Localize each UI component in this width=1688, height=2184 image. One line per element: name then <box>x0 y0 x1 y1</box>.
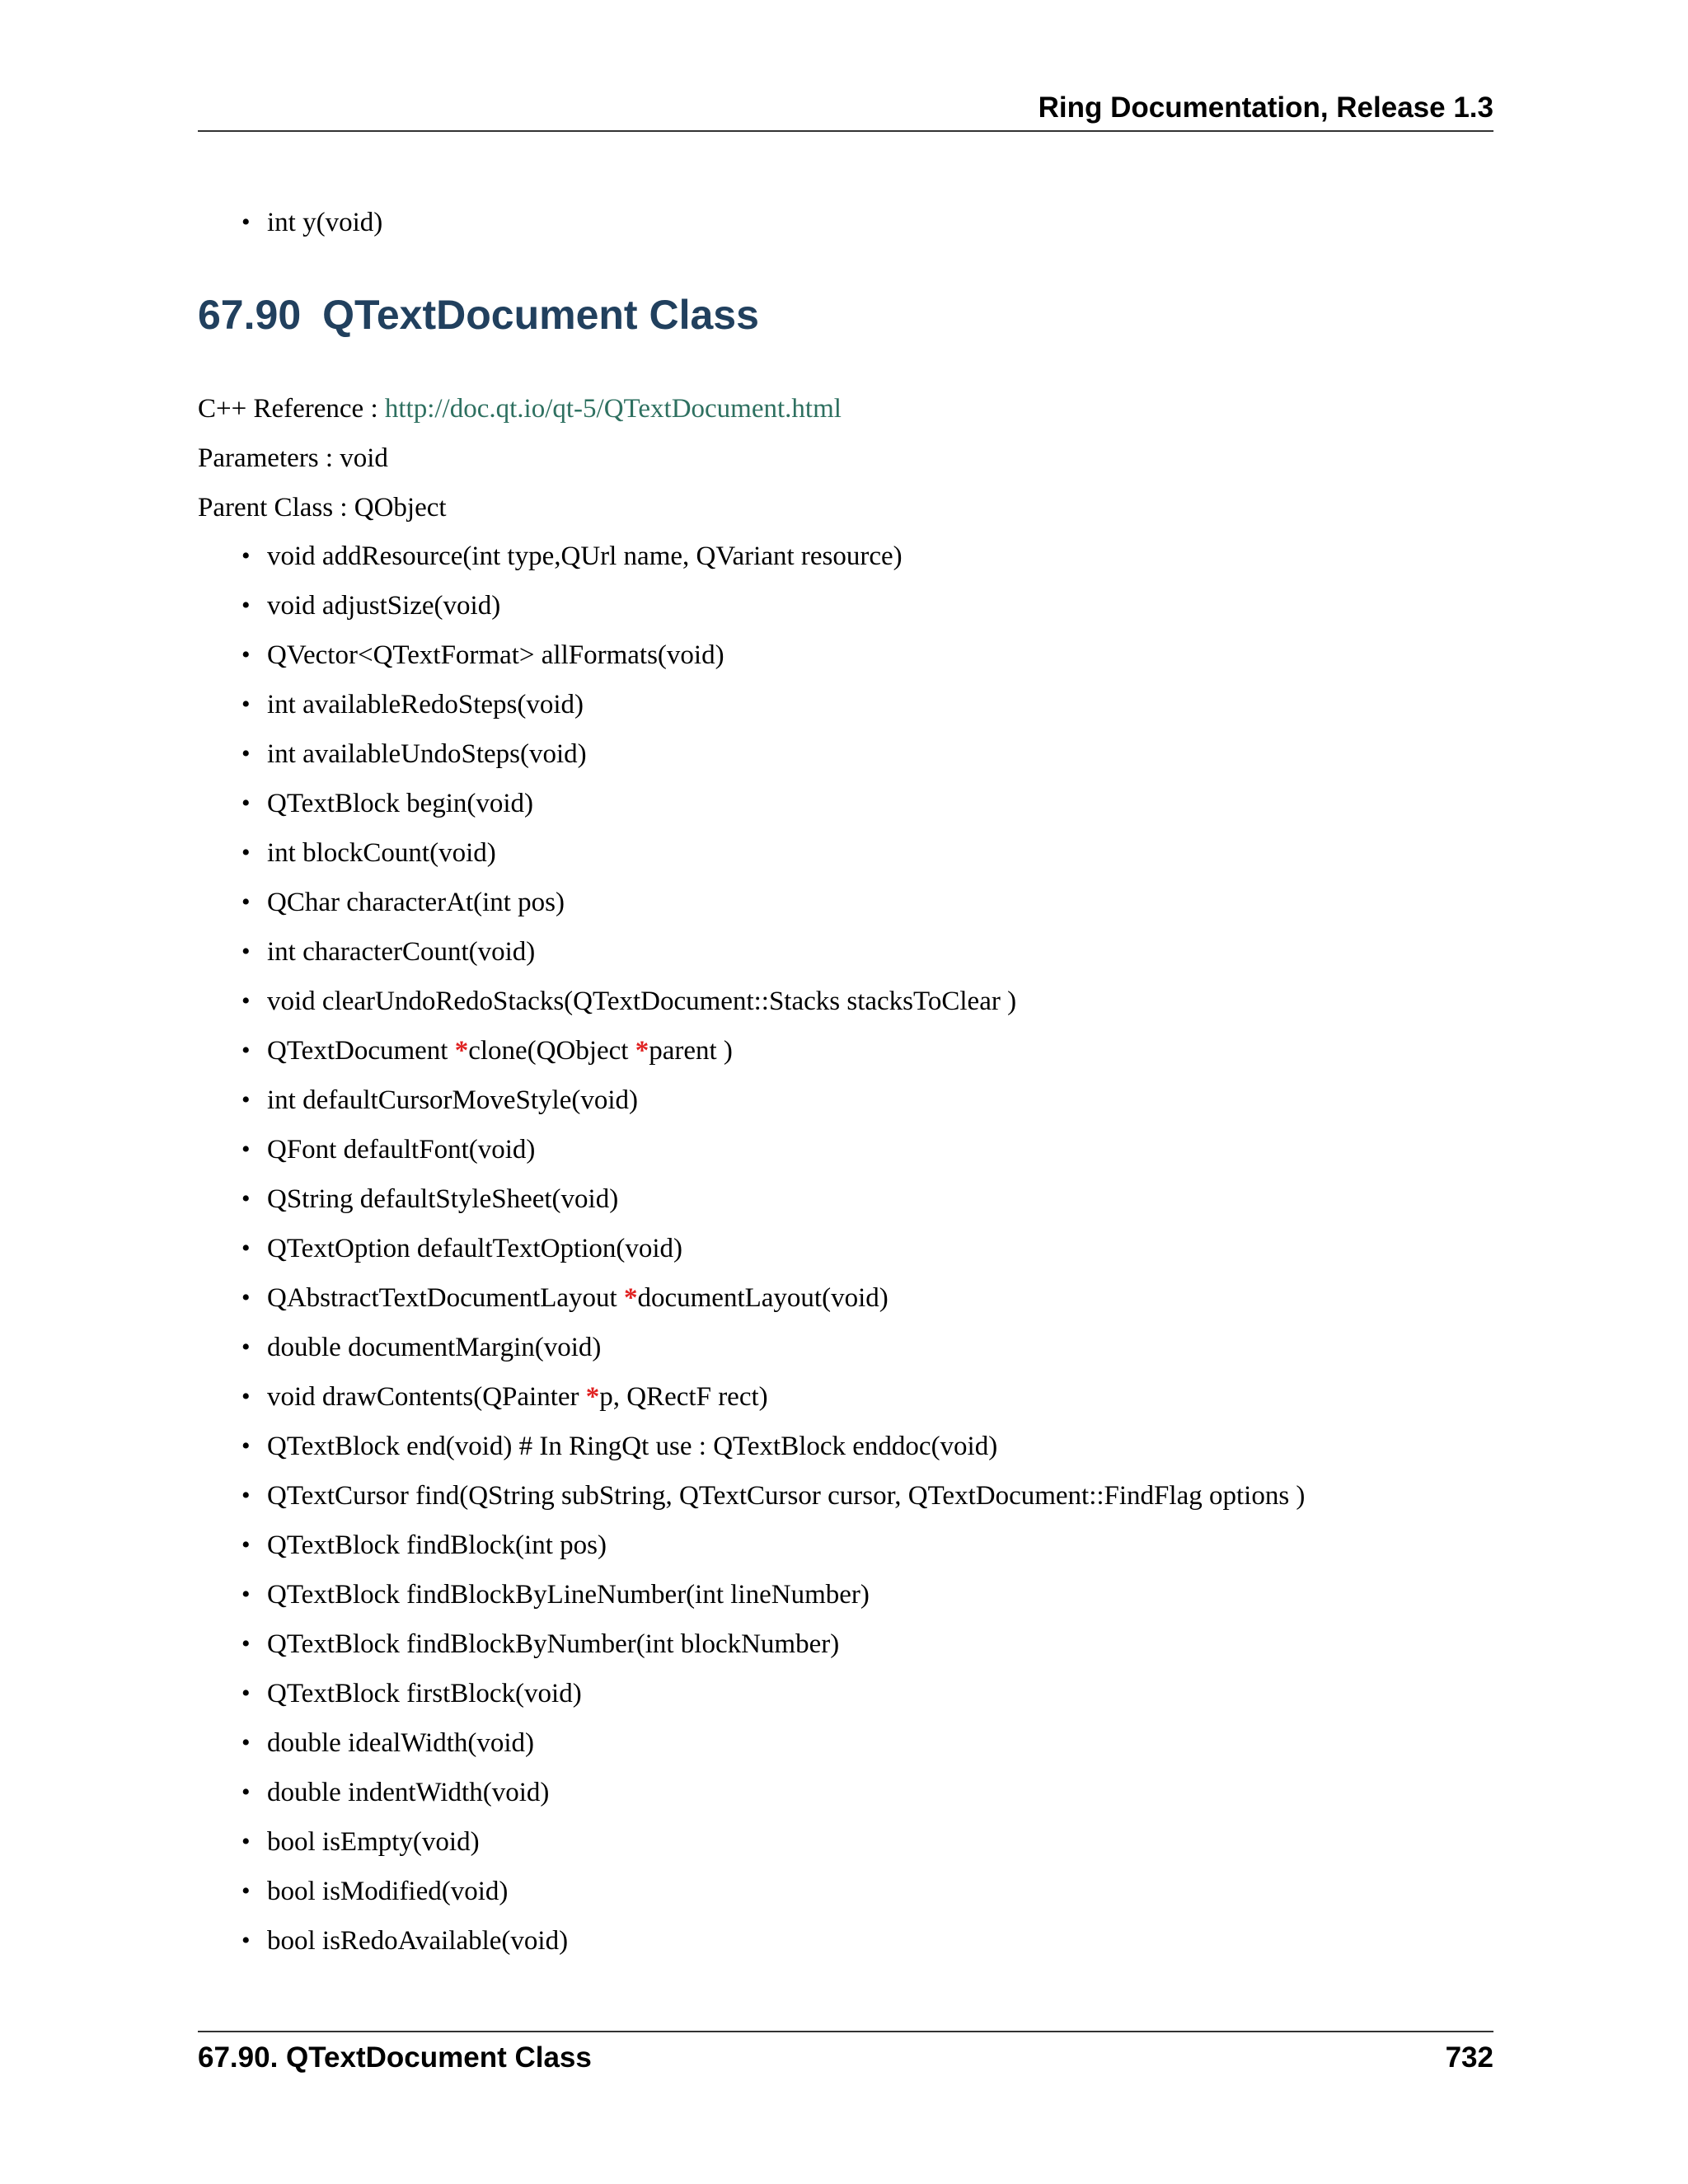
method-item <box>198 1521 1305 1570</box>
parameters-text: Parameters : void <box>198 443 388 473</box>
footer-section: 67.90. QTextDocument Class <box>198 2041 592 2074</box>
method-text: QTextCursor find(QString subString, QTextCursor cursor, QTextDocument::FindFlag options ) <box>267 1481 1306 1511</box>
method-text: QTextDocument <box>267 1036 455 1066</box>
method-item <box>198 1372 1305 1422</box>
method-item <box>198 1273 1305 1323</box>
method-text: void drawContents(QPainter <box>267 1382 586 1412</box>
method-text: double documentMargin(void) <box>267 1333 602 1362</box>
method-item <box>198 1471 1305 1521</box>
page-header <box>198 91 1493 132</box>
list-item: • int y(void) <box>198 198 382 247</box>
method-item <box>198 532 1305 581</box>
method-text: QTextOption defaultTextOption(void) <box>267 1234 683 1263</box>
method-text: bool isModified(void) <box>267 1877 509 1906</box>
page-number: 732 <box>1445 2041 1493 2074</box>
method-text: int availableRedoSteps(void) <box>267 690 584 719</box>
method-item <box>198 1076 1305 1125</box>
cpp-reference <box>198 384 842 434</box>
method-text: double idealWidth(void) <box>267 1728 535 1758</box>
method-text: void addResource(int type,QUrl name, QVariant resource) <box>267 541 903 571</box>
method-text: QString defaultStyleSheet(void) <box>267 1184 619 1214</box>
method-item <box>198 680 1305 729</box>
method-text: void clearUndoRedoStacks(QTextDocument::Stacks stacksToClear ) <box>267 987 1017 1016</box>
pointer-star: * <box>623 1283 638 1313</box>
method-text: bool isRedoAvailable(void) <box>267 1926 569 1956</box>
method-item <box>198 1224 1305 1273</box>
pointer-star: * <box>585 1382 600 1412</box>
method-item <box>198 1669 1305 1718</box>
method-text: int availableUndoSteps(void) <box>267 739 587 769</box>
method-text: QAbstractTextDocumentLayout <box>267 1283 624 1313</box>
method-item <box>198 1174 1305 1224</box>
cpp-reference-label: C++ Reference : <box>198 394 385 424</box>
method-item <box>198 828 1305 878</box>
method-item <box>198 779 1305 828</box>
method-text: p, QRectF rect) <box>599 1382 768 1412</box>
method-text: QTextBlock firstBlock(void) <box>267 1679 582 1708</box>
method-item <box>198 1125 1305 1174</box>
method-text: parent ) <box>649 1036 733 1066</box>
method-text: QTextBlock begin(void) <box>267 789 534 818</box>
method-item <box>198 1867 1305 1916</box>
method-item <box>198 581 1305 630</box>
section-number: 67.90 <box>198 292 302 338</box>
method-item <box>198 878 1305 927</box>
pointer-star: * <box>454 1036 469 1066</box>
previous-methods-list <box>198 198 382 247</box>
method-text: QVector<QTextFormat> allFormats(void) <box>267 640 724 670</box>
method-text: QFont defaultFont(void) <box>267 1135 536 1165</box>
method-item <box>198 1718 1305 1768</box>
pointer-star: * <box>635 1036 649 1066</box>
method-text: int defaultCursorMoveStyle(void) <box>267 1085 639 1115</box>
method-item <box>198 1026 1305 1076</box>
method-text: QChar characterAt(int pos) <box>267 888 565 917</box>
section-title: QTextDocument Class <box>322 292 759 338</box>
class-meta <box>198 384 842 532</box>
cpp-reference-link[interactable]: http://doc.qt.io/qt-5/QTextDocument.html <box>384 394 842 424</box>
method-item <box>198 729 1305 779</box>
method-item <box>198 1916 1305 1966</box>
method-text: int blockCount(void) <box>267 838 496 868</box>
section-heading <box>198 290 759 340</box>
method-item <box>198 1570 1305 1619</box>
method-text: int characterCount(void) <box>267 937 536 967</box>
method-text: bool isEmpty(void) <box>267 1827 480 1857</box>
method-item <box>198 927 1305 977</box>
method-text: QTextBlock findBlock(int pos) <box>267 1530 607 1560</box>
method-text: QTextBlock findBlockByNumber(int blockNumber) <box>267 1629 840 1659</box>
method-text: QTextBlock end(void) # In RingQt use : QTextBlock enddoc(void) <box>267 1432 998 1461</box>
method-text: double indentWidth(void) <box>267 1778 550 1807</box>
page-footer <box>198 2031 1493 2082</box>
method-item <box>198 977 1305 1026</box>
method-text: documentLayout(void) <box>637 1283 889 1313</box>
method-item <box>198 1619 1305 1669</box>
method-text: QTextBlock findBlockByLineNumber(int lineNumber) <box>267 1580 870 1610</box>
parent-class-text: Parent Class : QObject <box>198 493 447 523</box>
method-text: clone(QObject <box>468 1036 635 1066</box>
method-item <box>198 1323 1305 1372</box>
method-item <box>198 1422 1305 1471</box>
method-item <box>198 1817 1305 1867</box>
methods-list <box>198 532 1305 1966</box>
method-item <box>198 630 1305 680</box>
method-text: void adjustSize(void) <box>267 591 501 621</box>
document-title: Ring Documentation, Release 1.3 <box>1038 91 1493 124</box>
method-item <box>198 1768 1305 1817</box>
